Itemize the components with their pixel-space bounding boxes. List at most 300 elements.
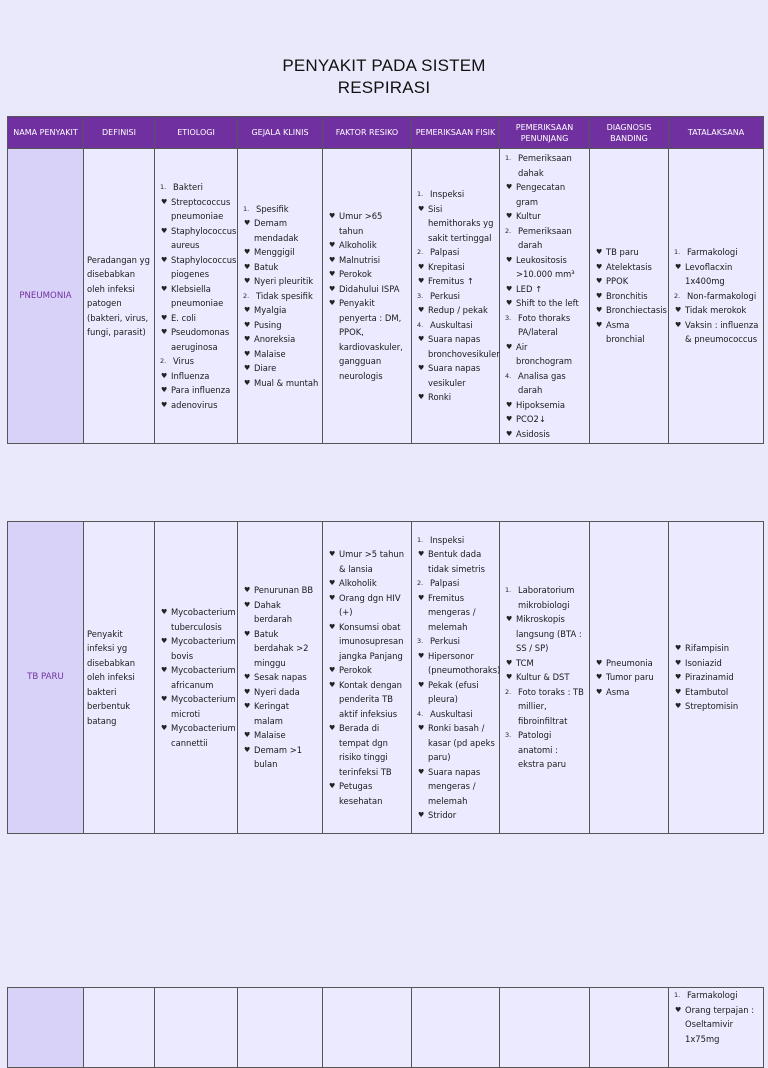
- list-item: [158, 663, 234, 692]
- list-item-text: Suara napas bronchovesikuler: [428, 334, 500, 359]
- list-item: [158, 282, 234, 311]
- diagnosis-cell: [590, 149, 669, 444]
- list-item-text: Pekak (efusi pleura): [428, 679, 479, 704]
- list-item-text: Kontak dengan penderita TB aktif infeksius: [339, 679, 402, 719]
- list-item-text: Mycobacterium microti: [171, 694, 236, 719]
- list-item: [672, 303, 760, 318]
- list-item-text: Kultur: [516, 211, 541, 221]
- list-item-text: Alkoholik: [339, 240, 377, 250]
- list-item: [672, 1003, 760, 1047]
- list-item-text: Malnutrisi: [339, 254, 381, 265]
- list-item: [415, 318, 496, 333]
- diagnosis-cell: [590, 522, 669, 834]
- list-item: [672, 245, 760, 260]
- list-item-text: adenovirus: [171, 399, 218, 410]
- list-item: [415, 765, 496, 809]
- list-number: 4.: [505, 371, 512, 380]
- list-item: [241, 289, 319, 304]
- list-item-text: Inspeksi: [430, 534, 465, 545]
- header-nama-penyakit: NAMA PENYAKIT: [8, 117, 84, 149]
- penunjang-cell: [500, 149, 590, 444]
- list-item-text: Alkoholik: [339, 578, 377, 588]
- list-item: [241, 347, 319, 362]
- list-number: 1.: [505, 586, 512, 595]
- list-item-text: Didahului ISPA: [339, 283, 400, 294]
- list-item-text: Klebsiella pneumoniae: [171, 283, 224, 308]
- diagnosis-list: [593, 245, 665, 347]
- tatalaksana-list: [672, 988, 760, 1046]
- list-item-text: Palpasi: [430, 247, 460, 258]
- header-pemeriksaan-penunjang: PEMERIKSAAN PENUNJANG: [500, 117, 590, 149]
- list-item: [415, 808, 496, 823]
- list-item-text: Virus: [173, 356, 194, 366]
- list-item-text: Bakteri: [173, 182, 203, 192]
- list-item: [241, 216, 319, 245]
- list-item-text: Isoniazid: [685, 657, 722, 668]
- list-item-text: Pusing: [254, 319, 282, 330]
- list-item: [415, 390, 496, 405]
- list-item-text: Suara napas mengeras / melemah: [428, 766, 481, 806]
- list-item: [241, 598, 319, 627]
- etiologi-list: [158, 180, 237, 412]
- list-item: [158, 311, 234, 326]
- list-item: [672, 641, 760, 656]
- table-row: [8, 988, 764, 1068]
- list-number: 3.: [417, 291, 424, 300]
- list-item: [158, 180, 234, 195]
- list-item: [415, 678, 496, 707]
- list-item-text: Pneumonia: [606, 657, 653, 668]
- list-item: [593, 274, 665, 289]
- list-item: [326, 721, 408, 779]
- list-item-text: Perkusi: [430, 290, 460, 301]
- penunjang-cell: [500, 522, 590, 834]
- list-item-text: Pemeriksaan dahak: [518, 153, 572, 178]
- list-item-text: Demam mendadak: [254, 218, 299, 243]
- list-item-text: Mikroskopis langsung (BTA : SS / SP): [516, 614, 582, 654]
- title-line-2: RESPIRASI: [337, 78, 431, 97]
- list-item-text: Orang dgn HIV (+): [339, 592, 401, 617]
- list-number: 2.: [505, 226, 512, 235]
- list-number: 2.: [417, 248, 424, 257]
- list-item-text: Pirazinamid: [685, 672, 734, 683]
- list-number: 4.: [417, 320, 424, 329]
- list-item-text: Redup / pekak: [428, 305, 488, 316]
- list-item-text: Mycobacterium cannettii: [171, 723, 236, 748]
- list-item: [241, 685, 319, 700]
- list-item: [415, 634, 496, 649]
- disease-name: PNEUMONIA: [8, 149, 84, 444]
- list-item: [241, 274, 319, 289]
- definisi-cell: [84, 149, 155, 444]
- list-number: 1.: [417, 535, 424, 544]
- list-item-text: Sesak napas: [254, 672, 307, 683]
- list-item: [672, 670, 760, 685]
- list-item-text: Influenza: [171, 370, 210, 381]
- header-pemeriksaan-fisik: PEMERIKSAAN FISIK: [412, 117, 500, 149]
- list-item-text: Farmakologi: [687, 247, 738, 258]
- list-item: [241, 728, 319, 743]
- list-item-text: Farmakologi: [687, 990, 738, 1000]
- definisi-text: Penyakit infeksi yg disebabkan oleh infeksi bakteri berbentuk batang: [87, 628, 136, 726]
- list-item: [158, 383, 234, 398]
- table-row: [8, 522, 764, 834]
- list-item-text: Nyeri pleuritik: [254, 276, 314, 287]
- list-item-text: Perokok: [339, 269, 372, 279]
- list-item: [158, 369, 234, 384]
- list-item: [241, 202, 319, 217]
- list-item: [503, 209, 586, 224]
- list-item-text: Hipoksemia: [516, 399, 566, 410]
- list-item: [241, 376, 319, 391]
- definisi-text: Peradangan yg disebabkan oleh infeksi patogen (bakteri, virus, fungi, parasit): [87, 254, 150, 337]
- list-item-text: Dahak berdarah: [254, 599, 293, 625]
- list-item: [326, 282, 408, 297]
- list-item: [503, 340, 586, 369]
- tatalaksana-cell: [669, 149, 764, 444]
- list-item-text: Suara napas vesikuler: [428, 363, 481, 388]
- list-number: 3.: [505, 731, 512, 740]
- list-item-text: Orang terpajan : Oseltamivir 1x75mg: [685, 1004, 755, 1044]
- list-item: [672, 289, 760, 304]
- list-number: 1.: [160, 183, 167, 191]
- title-line-1: PENYAKIT PADA SISTEM: [282, 56, 486, 75]
- list-item-text: Myalgia: [254, 305, 287, 316]
- list-item-text: Diare: [254, 363, 277, 374]
- list-item-text: Malaise: [254, 730, 286, 741]
- list-item: [593, 318, 665, 347]
- list-item-text: Penurunan BB: [254, 585, 314, 596]
- list-item: [672, 699, 760, 714]
- list-item-text: Umur >65 tahun: [339, 211, 383, 236]
- list-item: [503, 151, 586, 180]
- list-item: [503, 427, 586, 442]
- list-item: [672, 318, 760, 347]
- faktor-list: [326, 209, 408, 383]
- list-item: [415, 707, 496, 722]
- gejala-cell: [238, 149, 323, 444]
- list-item: [241, 361, 319, 376]
- list-item-text: Non-farmakologi: [687, 290, 757, 301]
- list-item-text: Staphylococcus aureus: [171, 225, 237, 250]
- list-item: [415, 332, 500, 361]
- list-number: 2.: [417, 579, 424, 587]
- list-item-text: Rifampisin: [685, 643, 730, 654]
- list-item-text: Palpasi: [430, 578, 460, 588]
- list-item: [593, 303, 665, 318]
- definisi-cell: [84, 522, 155, 834]
- list-item: [672, 685, 760, 700]
- list-item-text: Penyakit penyerta : DM, PPOK, kardiovaskuler, gangguan neurologis: [339, 298, 403, 381]
- list-item: [503, 296, 586, 311]
- list-number: 1.: [243, 204, 250, 213]
- list-item: [593, 260, 665, 275]
- list-item: [672, 260, 760, 289]
- list-item-text: Stridor: [428, 810, 457, 820]
- table-third-disease: [7, 987, 764, 1068]
- list-item: [503, 224, 586, 253]
- list-item-text: Malaise: [254, 348, 286, 359]
- list-item-text: Bronchitis: [606, 290, 648, 301]
- list-item: [158, 398, 234, 413]
- list-item-text: Krepitasi: [428, 261, 465, 272]
- list-item: [415, 303, 496, 318]
- fisik-list: [415, 187, 500, 405]
- list-item: [326, 591, 408, 620]
- list-item-text: Menggigil: [254, 247, 295, 258]
- list-item-text: Batuk: [254, 261, 279, 272]
- diagnosis-list: [593, 656, 665, 700]
- header-definisi: DEFINISI: [84, 117, 155, 149]
- list-item-text: Asma: [606, 686, 630, 697]
- tatalaksana-cell: [669, 522, 764, 834]
- list-item-text: LED ↑: [516, 283, 543, 294]
- list-item: [326, 779, 408, 808]
- list-item: [158, 195, 234, 224]
- list-number: 2.: [674, 291, 681, 300]
- list-item-text: Analisa gas darah: [518, 370, 566, 395]
- list-item-text: Pengecatan gram: [516, 182, 566, 207]
- list-item: [241, 627, 319, 671]
- list-item: [241, 699, 319, 728]
- list-item-text: Atelektasis: [606, 261, 652, 272]
- list-item: [158, 692, 234, 721]
- list-item-text: Laboratorium mikrobiologi: [518, 585, 575, 610]
- list-item-text: Vaksin : influenza & pneumococcus: [685, 319, 759, 345]
- list-item-text: Hipersonor (pneumothoraks): [428, 650, 501, 675]
- list-number: 2.: [243, 291, 250, 300]
- list-number: 1.: [505, 154, 512, 162]
- list-item-text: PPOK: [606, 276, 629, 287]
- gejala-list: [241, 202, 319, 391]
- list-item-text: Spesifik: [256, 203, 289, 214]
- list-item: [503, 612, 586, 656]
- fisik-cell: [412, 988, 500, 1068]
- list-number: 3.: [417, 637, 424, 645]
- etiologi-cell: [155, 149, 238, 444]
- list-item: [415, 289, 496, 304]
- list-item: [415, 361, 496, 390]
- list-item-text: Anoreksia: [254, 334, 296, 345]
- fisik-cell: [412, 522, 500, 834]
- list-item: [503, 311, 586, 340]
- list-number: 2.: [160, 357, 167, 365]
- definisi-cell: [84, 988, 155, 1068]
- list-item-text: Keringat malam: [254, 701, 290, 726]
- list-item: [503, 728, 586, 772]
- list-item-text: Streptomisin: [685, 701, 739, 712]
- list-item: [503, 369, 586, 398]
- etiologi-list: [158, 605, 234, 750]
- list-item-text: Shift to the left: [516, 298, 579, 308]
- list-item-text: TB paru: [606, 247, 639, 258]
- list-item-text: Air bronchogram: [516, 341, 573, 366]
- list-number: 1.: [417, 190, 424, 199]
- list-item-text: Perkusi: [430, 636, 460, 646]
- disease-name: [8, 988, 84, 1068]
- list-item: [415, 547, 496, 576]
- list-number: 2.: [505, 687, 512, 696]
- faktor-cell: [323, 149, 412, 444]
- list-item: [326, 267, 408, 282]
- list-item: [415, 202, 496, 246]
- list-item: [415, 260, 496, 275]
- penunjang-cell: [500, 988, 590, 1068]
- header-gejala-klinis: GEJALA KLINIS: [238, 117, 323, 149]
- list-item: [415, 274, 496, 289]
- list-number: 1.: [674, 248, 681, 257]
- list-number: 3.: [505, 313, 512, 322]
- list-item-text: Demam >1 bulan: [254, 744, 303, 770]
- penunjang-list: [503, 583, 586, 772]
- list-number: 1.: [674, 991, 681, 999]
- list-item: [326, 296, 408, 383]
- list-item-text: Perokok: [339, 665, 372, 675]
- list-item: [158, 354, 234, 369]
- etiologi-cell: [155, 988, 238, 1068]
- list-item: [241, 583, 319, 598]
- list-item: [503, 180, 586, 209]
- faktor-list: [326, 547, 408, 808]
- list-item-text: Batuk berdahak >2 minggu: [254, 628, 309, 668]
- list-item: [326, 620, 408, 664]
- list-item: [158, 634, 234, 663]
- list-item-text: Kultur & DST: [516, 672, 570, 683]
- list-item: [503, 685, 586, 729]
- list-item: [593, 685, 665, 700]
- document-title: [0, 55, 768, 99]
- header-etiologi: ETIOLOGI: [155, 117, 238, 149]
- list-item-text: Tidak spesifik: [256, 290, 313, 301]
- list-item: [241, 670, 319, 685]
- fisik-list: [415, 533, 501, 823]
- list-item-text: Foto toraks : TB millier, fibroinfiltrat: [518, 686, 584, 726]
- list-item-text: Pemeriksaan darah: [518, 225, 572, 250]
- table-row: [8, 149, 764, 444]
- gejala-list: [241, 583, 319, 772]
- list-item-text: Patologi anatomi : ekstra paru: [518, 730, 567, 770]
- list-item-text: Leukositosis >10.000 mm³: [516, 254, 575, 279]
- list-item: [503, 282, 586, 297]
- list-item: [593, 245, 665, 260]
- list-item-text: E. coli: [171, 312, 196, 323]
- list-item: [415, 649, 501, 678]
- list-item: [672, 988, 760, 1003]
- list-item: [158, 224, 237, 253]
- etiologi-cell: [155, 522, 238, 834]
- list-item-text: Etambutol: [685, 686, 729, 697]
- list-item: [503, 583, 586, 612]
- faktor-cell: [323, 988, 412, 1068]
- list-item-text: Staphylococcus piogenes: [171, 254, 237, 279]
- list-item: [415, 576, 496, 591]
- list-item: [593, 670, 665, 685]
- list-item: [326, 663, 408, 678]
- list-item-text: Bronchiectasis: [606, 305, 667, 316]
- penunjang-list: [503, 151, 586, 441]
- list-item: [415, 721, 496, 765]
- table-tb-paru: [7, 521, 764, 834]
- header-row: [8, 117, 764, 149]
- list-item: [415, 187, 496, 202]
- list-item-text: Para influenza: [171, 385, 231, 395]
- list-item-text: Auskultasi: [430, 319, 473, 330]
- list-item-text: Pseudomonas aeruginosa: [171, 327, 230, 352]
- disease-name: TB PARU: [8, 522, 84, 834]
- header-diagnosis-banding: DIAGNOSIS BANDING: [590, 117, 669, 149]
- fisik-cell: [412, 149, 500, 444]
- diagnosis-cell: [590, 988, 669, 1068]
- list-item: [326, 253, 408, 268]
- list-item: [158, 721, 234, 750]
- list-item: [158, 605, 234, 634]
- list-item: [326, 547, 408, 576]
- list-item: [503, 670, 586, 685]
- list-item: [415, 533, 496, 548]
- list-item: [241, 743, 319, 772]
- list-item: [672, 656, 760, 671]
- list-item-text: Fremitus ↑: [428, 276, 474, 287]
- list-item-text: Petugas kesehatan: [339, 781, 383, 806]
- list-item-text: Mycobacterium tuberculosis: [171, 607, 236, 632]
- list-item-text: Asma bronchial: [606, 319, 645, 345]
- list-item: [326, 209, 408, 238]
- tatalaksana-cell: [669, 988, 764, 1068]
- list-item: [503, 412, 586, 427]
- list-item: [326, 238, 408, 253]
- list-item: [241, 332, 319, 347]
- list-item: [326, 678, 408, 722]
- list-item-text: TCM: [516, 657, 534, 668]
- list-item: [326, 576, 408, 591]
- list-item-text: Konsumsi obat imunosupresan jangka Panjang: [339, 621, 404, 661]
- list-item-text: Ronki basah / kasar (pd apeks paru): [428, 723, 495, 762]
- list-item: [158, 325, 234, 354]
- list-item-text: Inspeksi: [430, 189, 465, 200]
- header-tatalaksana: TATALAKSANA: [669, 117, 764, 149]
- list-item: [241, 303, 319, 318]
- list-item: [503, 656, 586, 671]
- list-item-text: Levoflacxin 1x400mg: [685, 261, 733, 287]
- list-item-text: Nyeri dada: [254, 686, 300, 697]
- list-item-text: Berada di tempat dgn risiko tinggi terinfeksi TB: [339, 723, 392, 777]
- list-item-text: Mycobacterium africanum: [171, 665, 236, 690]
- list-item-text: Asidosis: [516, 428, 550, 439]
- header-faktor-resiko: FAKTOR RESIKO: [323, 117, 412, 149]
- list-item-text: Streptococcus pneumoniae: [171, 196, 231, 221]
- faktor-cell: [323, 522, 412, 834]
- list-item-text: Ronki: [428, 392, 452, 403]
- tatalaksana-list: [672, 245, 760, 347]
- list-item-text: Umur >5 tahun & lansia: [339, 549, 405, 574]
- list-item: [503, 398, 586, 413]
- list-number: 4.: [417, 709, 424, 718]
- gejala-cell: [238, 522, 323, 834]
- list-item: [241, 260, 319, 275]
- table-pneumonia: [7, 116, 764, 444]
- list-item-text: Mycobacterium bovis: [171, 636, 236, 661]
- list-item: [241, 318, 319, 333]
- list-item: [158, 253, 237, 282]
- gejala-cell: [238, 988, 323, 1068]
- list-item: [503, 253, 586, 282]
- list-item-text: Mual & muntah: [254, 377, 319, 388]
- list-item-text: PCO2↓: [516, 414, 546, 424]
- list-item: [415, 591, 496, 635]
- list-item: [593, 656, 665, 671]
- list-item-text: Tumor paru: [606, 672, 654, 683]
- list-item-text: Bentuk dada tidak simetris: [428, 549, 485, 574]
